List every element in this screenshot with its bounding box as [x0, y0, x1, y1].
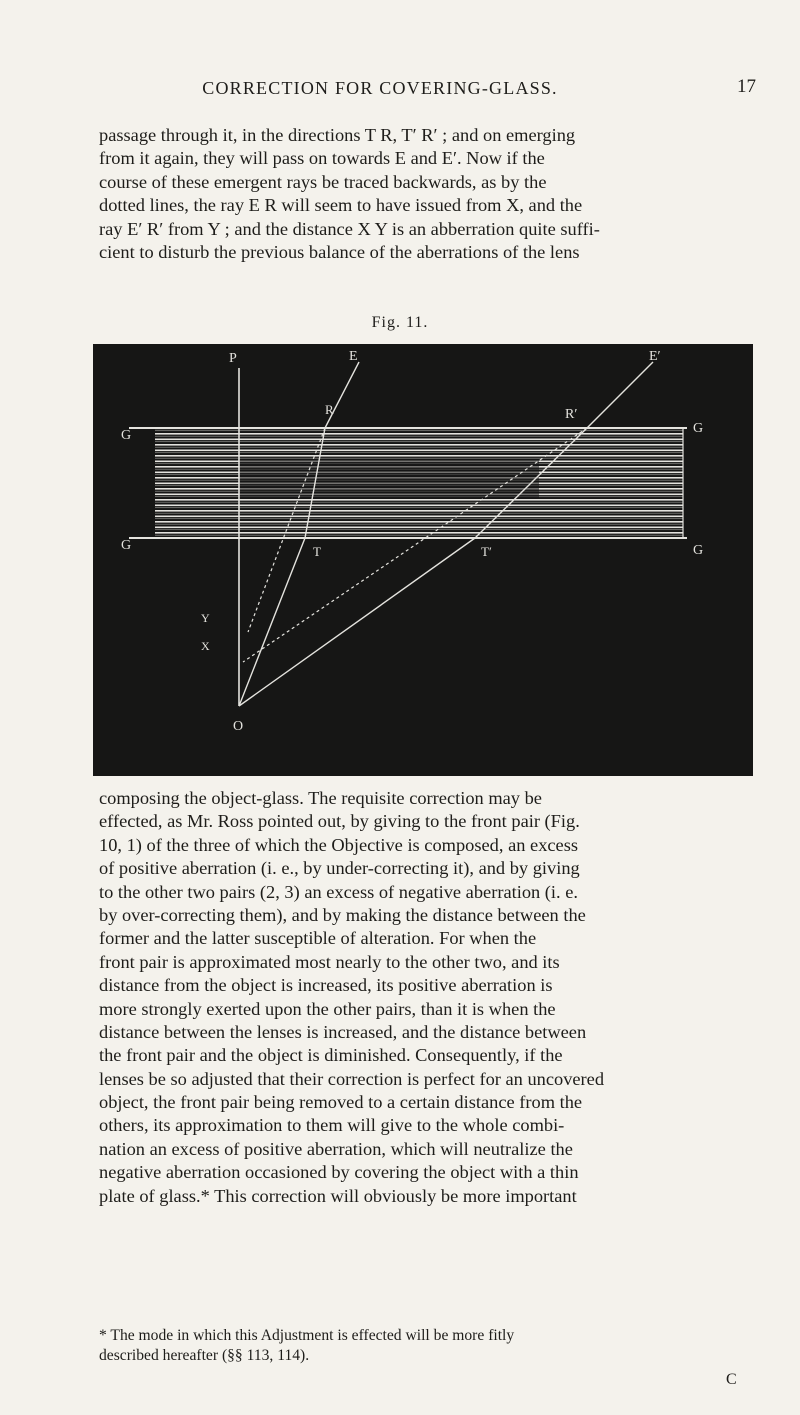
label-p: P [229, 351, 237, 366]
paragraph-bottom [99, 787, 760, 1208]
text-line: cient to disturb the previous balance of the aberrations of the lens [99, 241, 580, 262]
label-r-prime: R′ [565, 407, 578, 422]
text-line: lenses be so adjusted that their correction is perfect for an uncovered [99, 1068, 605, 1089]
label-r: R [325, 402, 334, 417]
figure-11 [93, 344, 753, 776]
text-line: plate of glass.* This correction will obviously be more important [99, 1185, 577, 1206]
label-g-bottom-right: G [693, 543, 704, 558]
label-y: Y [201, 611, 210, 625]
text-line: by over-correcting them), and by making the distance between the [99, 904, 586, 925]
text-line: nation an excess of positive aberration, which will neutralize the [99, 1138, 573, 1159]
label-e-prime: E′ [649, 349, 661, 364]
text-line: distance between the lenses is increased, and the distance between [99, 1021, 587, 1042]
text-line: others, its approximation to them will give to the whole combi- [99, 1115, 565, 1136]
covering-glass-clear-band [239, 459, 539, 499]
text-line: to the other two pairs (2, 3) an excess of negative aberration (i. e. [99, 881, 579, 902]
text-line: more strongly exerted upon the other pairs, than it is when the [99, 998, 556, 1019]
running-head: CORRECTION FOR COVERING-GLASS. [202, 78, 558, 98]
label-t-prime: T′ [481, 544, 492, 559]
text-line: the front pair and the object is diminished. Consequently, if the [99, 1045, 563, 1066]
text-line: ray E′ R′ from Y ; and the distance X Y is an abberration quite suffi- [99, 218, 600, 239]
label-g-top-right: G [693, 421, 704, 436]
text-line: distance from the object is increased, its positive aberration is [99, 975, 553, 996]
label-x: X [201, 639, 210, 653]
label-t: T [313, 544, 321, 559]
label-g-bottom-left: G [121, 538, 132, 553]
text-line: composing the object-glass. The requisite correction may be [99, 788, 542, 808]
footnote-line: described hereafter (§§ 113, 114). [99, 1347, 310, 1364]
text-line: of positive aberration (i. e., by under-correcting it), and by giving [99, 858, 580, 879]
signature-mark: C [726, 1371, 737, 1388]
page-number: 17 [737, 76, 756, 97]
figure-background [93, 344, 753, 776]
text-line: dotted lines, the ray E R will seem to have issued from X, and the [99, 195, 583, 216]
paragraph-top [99, 124, 760, 264]
footnote-line: * The mode in which this Adjustment is effected will be more fitly [99, 1327, 515, 1344]
text-line: former and the latter susceptible of alteration. For when the [99, 928, 537, 949]
text-line: object, the front pair being removed to a certain distance from the [99, 1092, 583, 1113]
text-line: passage through it, in the directions T R, T′ R′ ; and on emerging [99, 125, 576, 145]
text-line: 10, 1) of the three of which the Objective is composed, an excess [99, 834, 579, 855]
label-o: O [233, 719, 244, 734]
footnote [99, 1326, 760, 1366]
figure-caption: Fig. 11. [371, 314, 429, 331]
text-line: negative aberration occasioned by covering the object with a thin [99, 1162, 579, 1183]
text-line: front pair is approximated most nearly to the other two, and its [99, 951, 560, 972]
figure-diagram [93, 344, 753, 776]
label-g-top-left: G [121, 428, 132, 443]
text-line: from it again, they will pass on towards E and E′. Now if the [99, 148, 545, 169]
label-e: E [349, 349, 358, 364]
text-line: course of these emergent rays be traced backwards, as by the [99, 171, 547, 192]
text-line: effected, as Mr. Ross pointed out, by giving to the front pair (Fig. [99, 811, 580, 832]
